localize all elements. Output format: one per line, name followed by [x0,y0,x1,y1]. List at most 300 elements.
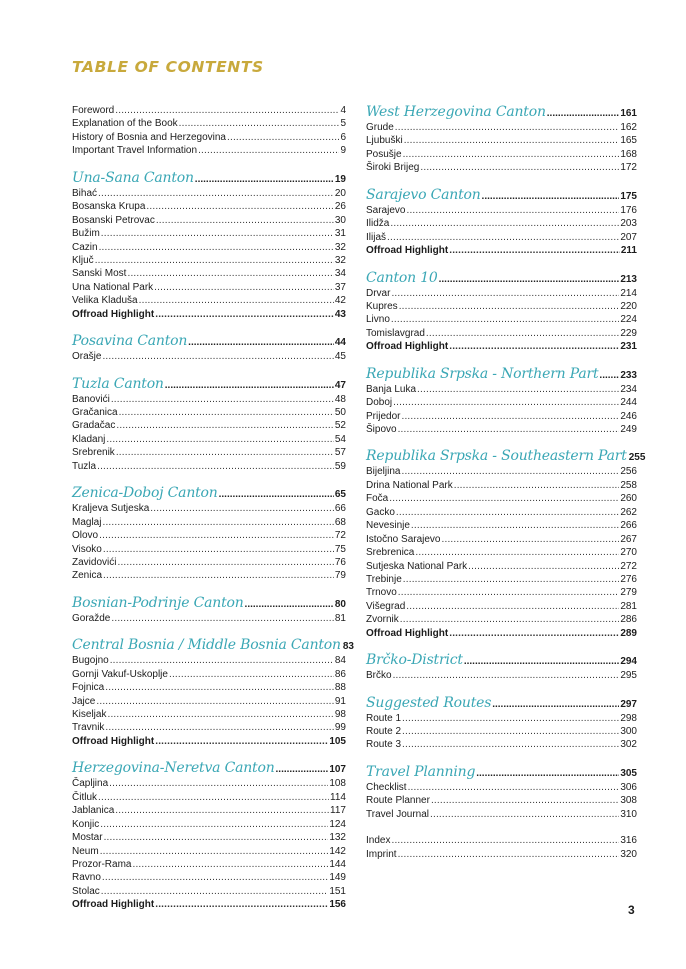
toc-entry-page: 162 [620,122,637,133]
toc-entry-label: Ljubuški [366,135,403,147]
dot-leader [404,134,620,147]
toc-entry-label: Bosanski Petrovac [72,214,155,226]
toc-entry-page: 75 [334,543,346,555]
section-page: 65 [334,489,346,501]
toc-entry-label: Imprint [366,848,397,860]
toc-entry-page: 52 [334,420,346,432]
toc-entry[interactable] [72,131,346,144]
toc-entry-label: Šipovo [366,424,397,435]
toc-entry-label: Route Planner [366,795,430,807]
section-heading-tuzla-canton[interactable] [72,376,346,393]
dot-leader [391,287,619,300]
dot-leader [430,808,619,821]
toc-entry-page: 142 [329,845,346,857]
section-page: 175 [620,190,637,202]
toc-entry-page: 149 [329,872,346,884]
section-heading-central-bosnia-middle-bosnia-canton[interactable] [72,637,354,654]
dot-leader [399,300,620,313]
toc-entry[interactable] [72,612,346,625]
toc-entry[interactable] [366,560,637,573]
toc-entry-page: 68 [334,516,346,528]
toc-entry-page: 54 [334,433,346,445]
dot-leader [99,241,334,254]
toc-entry-page: 144 [329,858,346,870]
toc-entry[interactable] [366,327,637,340]
toc-entry[interactable] [72,735,346,748]
toc-entry[interactable] [72,460,346,473]
toc-entry-page: 9 [340,145,346,157]
toc-entry-label: Stolac [72,885,100,897]
section-title: Posavina Canton [72,333,188,350]
toc-entry-label: Bosanska Krupa [72,201,146,213]
dot-leader [115,804,329,817]
toc-entry[interactable] [366,669,637,682]
section-heading-posavina-canton[interactable] [72,333,346,350]
toc-entry-page: 207 [620,231,637,243]
toc-entry-page: 42 [334,295,346,307]
toc-entry-page: 300 [620,726,637,737]
toc-entry-label: Kladanj [72,433,106,445]
toc-entry-label: Travnik [72,722,105,734]
toc-entry-page: 298 [620,712,637,724]
section-heading-bosnian-podrinje-canton[interactable] [72,595,346,612]
dot-leader [156,214,334,227]
toc-entry-label: Visoko [72,543,102,555]
toc-entry-page: 246 [620,410,637,422]
section-page: 161 [620,108,637,119]
toc-entry-label: Nevesinje [366,520,410,532]
toc-entry[interactable] [366,204,637,217]
toc-entry-label: Route 1 [366,712,402,724]
toc-entry-label: Goražde [72,612,111,624]
toc-entry[interactable] [366,781,637,794]
toc-entry[interactable] [366,712,637,725]
toc-entry[interactable] [72,804,346,817]
toc-entry[interactable] [366,287,637,300]
toc-entry[interactable] [366,808,637,821]
section-page: 19 [334,173,346,185]
toc-entry-page: 316 [620,835,637,847]
dot-leader [155,308,334,321]
toc-entry-label: Explanation of the Book [72,118,178,130]
toc-entry-page: 229 [620,327,637,339]
section-title: Sarajevo Canton [366,186,481,203]
section-page: 294 [620,656,637,668]
toc-entry[interactable] [366,134,637,147]
toc-entry[interactable] [366,794,637,807]
toc-entry-label: Offroad Highlight [72,899,155,911]
section-title: Suggested Routes [366,694,492,711]
toc-entry-page: 286 [620,614,637,626]
toc-entry[interactable] [72,871,346,884]
toc-entry[interactable] [72,668,346,681]
section-page: 44 [334,337,346,349]
toc-entry[interactable] [72,187,346,200]
toc-entry-page: 76 [334,556,346,568]
dot-leader [102,350,333,363]
dot-leader [426,327,619,340]
dot-leader [464,653,619,670]
dot-leader [401,410,619,423]
toc-entry[interactable] [366,313,637,326]
toc-entry-page: 156 [329,899,346,911]
dot-leader [393,669,620,682]
dot-leader [398,848,620,861]
toc-entry-label: Important Travel Information [72,145,198,157]
toc-entry-label: Banja Luka [366,383,417,395]
dot-leader [116,446,334,459]
toc-entry[interactable] [72,104,346,117]
dot-leader [102,516,333,529]
dot-leader [547,105,620,122]
dot-leader [406,600,619,613]
section-page: 233 [620,369,637,381]
section-title: Brčko-District [366,652,463,669]
toc-entry-page: 306 [620,781,637,793]
toc-entry-page: 266 [620,520,637,532]
toc-entry-page: 37 [334,281,346,293]
page-title: TABLE OF CONTENTS [72,58,264,76]
toc-entry-page: 117 [330,805,346,817]
toc-entry[interactable] [366,465,637,478]
dot-leader [395,121,620,134]
section-heading-herzegovina-neretva-canton[interactable] [72,760,346,777]
toc-entry[interactable] [366,121,637,134]
section-page: 305 [620,767,637,779]
dot-leader [227,131,339,144]
toc-entry[interactable] [72,777,346,790]
toc-entry[interactable] [72,281,346,294]
toc-entry-label: Banovići [72,393,110,405]
toc-entry[interactable] [366,300,637,313]
section-heading-una-sana-canton[interactable] [72,170,346,187]
toc-entry-label: Jajce [72,695,96,707]
dot-leader [116,419,334,432]
dot-leader [139,294,334,307]
section-heading-travel-planning[interactable] [366,764,637,781]
toc-entry-page: 4 [340,105,346,116]
toc-entry-label: Prozor-Rama [72,858,132,870]
toc-entry-label: Jablanica [72,805,115,817]
section-title: Republika Srpska - Southeastern Part [366,448,627,465]
toc-entry[interactable] [72,144,346,157]
section-page: 107 [329,764,346,776]
toc-entry-page: 84 [334,655,346,667]
toc-entry-label: Foča [366,493,389,505]
toc-entry[interactable] [72,502,346,515]
toc-entry-label: Livno [366,314,390,326]
toc-entry-page: 320 [620,848,637,860]
toc-entry-page: 124 [329,818,346,830]
dot-leader [454,479,620,492]
toc-entry-page: 172 [620,162,637,174]
toc-entry[interactable] [72,350,346,363]
toc-entry-label: Ilijaš [366,231,387,243]
section-title: Central Bosnia / Middle Bosnia Canton [72,637,341,654]
toc-entry-page: 20 [334,187,346,199]
toc-entry-label: Gacko [366,506,395,518]
toc-entry[interactable] [366,410,637,423]
section-page: 83 [342,641,354,653]
toc-entry-page: 211 [620,245,637,257]
dot-leader [97,460,334,473]
dot-leader [100,845,329,858]
dot-leader [105,721,333,734]
toc-entry[interactable] [72,419,346,432]
toc-entry[interactable] [72,308,346,321]
toc-entry[interactable] [72,241,346,254]
dot-leader [402,738,619,751]
toc-entry[interactable] [72,294,346,307]
dot-leader [106,433,334,446]
dot-leader [400,613,620,626]
dot-leader [98,791,329,804]
toc-entry[interactable] [366,244,637,257]
toc-entry-page: 260 [620,493,637,505]
toc-entry-label: Fojnica [72,682,105,694]
section-page: 80 [334,598,346,610]
toc-entry-page: 98 [334,709,346,720]
section-heading-sarajevo-canton[interactable] [366,187,637,204]
toc-entry-label: Istočno Sarajevo [366,533,441,545]
toc-entry[interactable] [366,848,637,861]
toc-entry-page: 86 [334,668,346,680]
dot-leader [476,765,619,782]
section-title: Republika Srpska - Northern Part [366,365,599,382]
toc-entry-label: Foreword [72,105,115,116]
dot-leader [101,227,334,240]
section-heading-br-ko-district[interactable] [366,652,637,669]
toc-entry[interactable] [366,834,637,847]
dot-leader [104,831,329,844]
toc-entry-page: 244 [620,397,637,409]
toc-entry[interactable] [366,533,637,546]
dot-leader [179,117,340,130]
toc-entry[interactable] [366,423,637,436]
toc-entry-label: Gradačac [72,420,116,432]
toc-entry-label: Srebrenica [366,547,415,559]
toc-entry[interactable] [72,543,346,556]
toc-entry[interactable] [366,586,637,599]
toc-entry[interactable] [366,546,637,559]
toc-entry[interactable] [72,227,346,240]
section-page: 213 [620,273,637,285]
toc-entry-label: Sutjeska National Park [366,560,468,572]
toc-entry[interactable] [72,791,346,804]
toc-entry[interactable] [72,654,346,667]
toc-entry-page: 234 [620,383,637,395]
toc-entry-label: Trnovo [366,587,397,599]
toc-entry[interactable] [366,613,637,626]
toc-entry[interactable] [72,254,346,267]
toc-entry-label: Tuzla [72,460,97,472]
toc-entry[interactable] [366,506,637,519]
toc-entry[interactable] [366,627,637,640]
section-heading-suggested-routes[interactable] [366,695,637,712]
dot-leader [150,502,334,515]
dot-leader [110,654,334,667]
dot-leader [402,712,619,725]
toc-entry[interactable] [72,695,346,708]
toc-entry[interactable] [72,200,346,213]
toc-entry-label: Index [366,835,391,847]
toc-entry-label: Grude [366,122,394,133]
toc-entry[interactable] [72,529,346,542]
toc-entry-page: 224 [620,314,637,326]
dot-leader [599,367,619,384]
section-title: Travel Planning [366,763,476,780]
toc-entry-page: 6 [340,131,346,143]
toc-entry[interactable] [366,231,637,244]
toc-entry-label: Bihać [72,187,98,199]
dot-leader [393,396,619,409]
toc-entry[interactable] [366,738,637,751]
toc-entry[interactable] [72,831,346,844]
toc-entry[interactable] [366,519,637,532]
section-heading-west-herzegovina-canton[interactable] [366,104,637,121]
toc-entry[interactable] [72,117,346,130]
toc-entry-page: 289 [620,627,637,639]
section-heading-republika-srpska-southeastern-part[interactable] [366,448,646,465]
toc-entry[interactable] [72,406,346,419]
toc-entry[interactable] [366,383,637,396]
toc-right-column [366,104,646,861]
dot-leader [408,781,620,794]
toc-entry[interactable] [72,708,346,721]
toc-entry-label: Orašje [72,351,102,363]
dot-leader [155,898,328,911]
dot-leader [96,695,334,708]
toc-entry-page: 5 [340,118,346,130]
dot-leader [111,393,334,406]
toc-entry-label: Ključ [72,254,94,266]
toc-entry-page: 272 [620,560,637,572]
toc-entry-label: Offroad Highlight [366,627,449,639]
dot-leader [99,529,334,542]
toc-entry[interactable] [72,898,346,911]
section-title: Una-Sana Canton [72,169,194,186]
toc-entry-page: 220 [620,300,637,312]
toc-entry[interactable] [366,600,637,613]
dot-leader [169,668,334,681]
dot-leader [95,254,334,267]
section-title: West Herzegovina Canton [366,104,546,120]
toc-entry-label: Zavidovići [72,556,117,568]
toc-entry[interactable] [366,725,637,738]
toc-left-column [72,104,354,912]
toc-entry-label: Konjic [72,818,100,830]
toc-entry[interactable] [366,396,637,409]
section-title: Tuzla Canton [72,375,164,392]
section-heading-zenica-doboj-canton[interactable] [72,485,346,502]
toc-entry-page: 108 [329,778,346,790]
dot-leader [449,244,620,257]
toc-entry[interactable] [72,858,346,871]
dot-leader [103,569,334,582]
toc-entry-page: 79 [334,570,346,582]
toc-entry-page: 57 [334,447,346,459]
toc-entry-page: 45 [334,351,346,363]
toc-entry-label: Srebrenik [72,447,115,459]
dot-leader [492,696,619,713]
toc-entry-page: 114 [330,791,346,803]
toc-entry[interactable] [366,217,637,230]
toc-entry[interactable] [366,161,637,174]
toc-entry[interactable] [72,267,346,280]
toc-entry-page: 43 [334,308,346,320]
toc-entry-label: Checklist [366,781,407,793]
dot-leader [420,161,619,174]
page-number: 3 [628,903,635,917]
toc-entry-label: Kupres [366,300,398,312]
dot-leader [119,406,334,419]
dot-leader [449,627,619,640]
dot-leader [391,834,619,847]
toc-entry[interactable] [72,516,346,529]
dot-leader [402,725,619,738]
toc-entry-label: Maglaj [72,516,102,528]
toc-entry[interactable] [366,479,637,492]
toc-entry-label: Offroad Highlight [72,308,155,320]
toc-entry[interactable] [72,556,346,569]
toc-entry-label: Sanski Most [72,268,127,280]
section-heading-canton-10[interactable] [366,270,637,287]
toc-entry-page: 105 [329,735,346,747]
toc-entry-label: History of Bosnia and Herzegovina [72,131,226,143]
toc-entry-page: 249 [620,424,637,435]
toc-entry-label: Travel Journal [366,808,429,820]
toc-entry-page: 262 [620,506,637,518]
toc-entry[interactable] [72,818,346,831]
dot-leader [102,871,328,884]
dot-leader [431,794,619,807]
dot-leader [403,573,620,586]
toc-entry[interactable] [72,721,346,734]
toc-entry-page: 176 [620,204,637,216]
toc-entry-label: Drvar [366,287,391,299]
toc-entry[interactable] [72,885,346,898]
toc-entry[interactable] [366,340,637,353]
toc-entry-page: 151 [329,885,346,897]
toc-entry[interactable] [72,569,346,582]
toc-entry-page: 256 [620,466,637,478]
dot-leader [411,519,619,532]
section-page: 47 [334,379,346,391]
dot-leader [389,492,619,505]
dot-leader [396,506,619,519]
toc-entry[interactable] [72,214,346,227]
toc-entry[interactable] [366,492,637,505]
toc-entry[interactable] [366,573,637,586]
dot-leader [100,818,328,831]
dot-leader [391,313,619,326]
toc-entry-page: 308 [620,795,637,807]
toc-entry[interactable] [72,681,346,694]
toc-entry[interactable] [72,433,346,446]
dot-leader [276,761,329,778]
dot-leader [415,546,619,559]
toc-entry[interactable] [72,393,346,406]
toc-entry-label: Gornji Vakuf-Uskoplje [72,668,168,680]
toc-entry[interactable] [72,446,346,459]
toc-entry-label: Zenica [72,570,103,582]
toc-entry[interactable] [72,845,346,858]
toc-entry[interactable] [366,148,637,161]
dot-leader [468,560,619,573]
toc-entry-label: Kiseljak [72,709,107,720]
dot-leader [103,543,334,556]
section-heading-republika-srpska-northern-part[interactable] [366,366,637,383]
